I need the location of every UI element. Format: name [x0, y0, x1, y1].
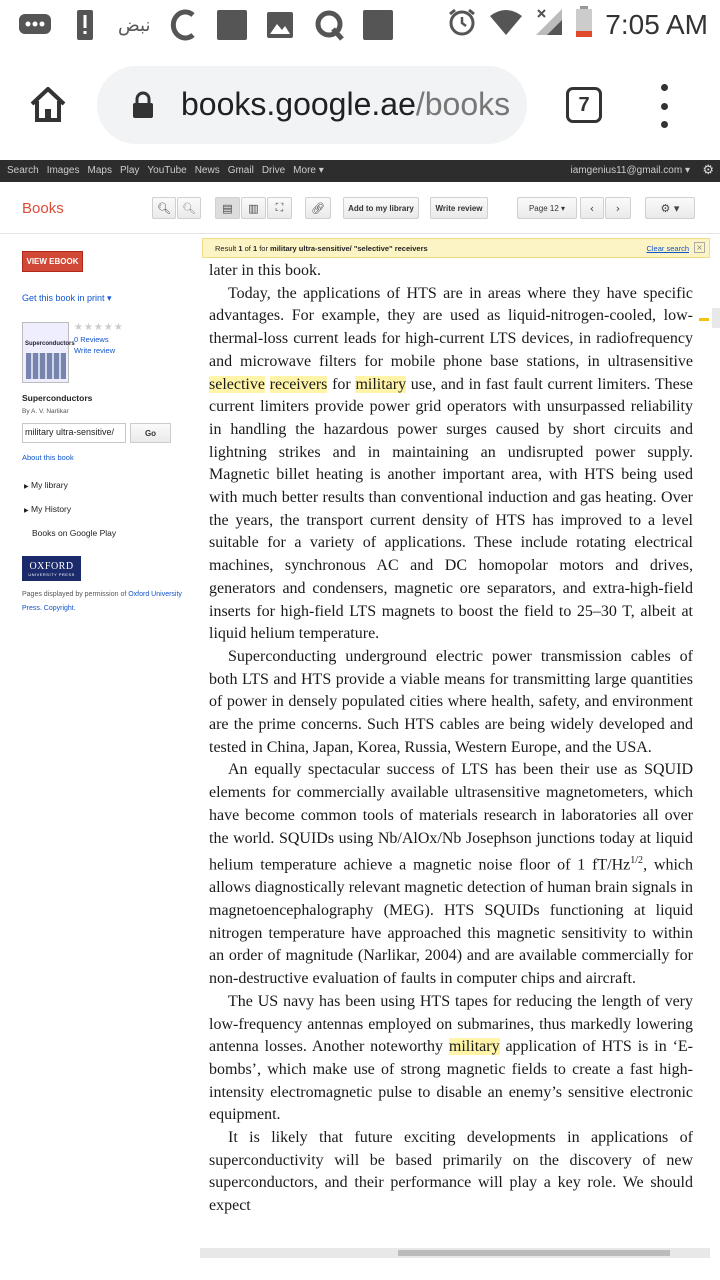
app-icon-square [217, 10, 247, 40]
about-book-link[interactable]: About this book [22, 453, 74, 462]
paragraph: The US navy has been using HTS tapes for reducing the length of very low-frequency antennas employed on submarines, thus markedly lowering antenna losses. Another noteworthy military application of HTS is in ‘E-bombs’, which make use of strong magnetic fields to create a fast high-intensity electromagnetic pulse to disable an enemy’s sensitive electronic equipment. [209, 992, 693, 1124]
google-nav-links [7, 165, 324, 176]
alarm-icon [447, 7, 477, 42]
nav-link-search[interactable]: Search [7, 165, 39, 176]
nav-link-gmail[interactable]: Gmail [227, 165, 254, 176]
permission-text: Pages displayed by permission of [22, 591, 129, 598]
url-text[interactable] [181, 86, 510, 123]
link-icon[interactable]: 🔗︎ [305, 197, 331, 219]
my-library-label: My library [31, 480, 68, 490]
cover-art [26, 353, 66, 379]
fullscreen-icon[interactable]: ⛶ [267, 197, 292, 219]
search-highlight: receivers [269, 375, 328, 393]
result-summary: Result 1 of 1 for military ultra-sensitive/ "selective" receivers [215, 244, 428, 253]
q-app-icon [313, 8, 347, 42]
single-page-view-icon[interactable]: ▤ [215, 197, 240, 219]
url-domain: books.google.ae [181, 86, 416, 122]
publisher-logo-line2: UNIVERSITY PRESS [28, 571, 75, 577]
triangle-right-icon: ▶ [24, 484, 29, 490]
paragraph: later in this book. [209, 262, 321, 279]
my-history-link[interactable] [24, 504, 71, 514]
search-in-book-input[interactable]: military ultra-sensitive/ [22, 423, 126, 443]
wifi-icon [489, 8, 523, 41]
view-ebook-button[interactable]: VIEW EBOOK [22, 251, 83, 272]
system-icons [447, 6, 708, 43]
status-bar [0, 0, 720, 50]
address-bar[interactable] [97, 66, 527, 144]
messages-icon [18, 8, 52, 42]
c-app-icon [167, 8, 201, 42]
nav-link-more[interactable]: More ▾ [293, 165, 324, 176]
gear-icon[interactable]: ⚙ [702, 163, 714, 178]
search-result-bar [202, 238, 710, 258]
scrollbar-thumb[interactable] [398, 1250, 670, 1256]
write-review-link[interactable]: Write review [74, 346, 116, 355]
rating-stars[interactable]: ★★★★★ [74, 322, 124, 333]
book-title: Superconductors [22, 393, 93, 403]
nav-link-youtube[interactable]: YouTube [147, 165, 187, 176]
publisher-link[interactable]: Oxford University Press. Copyright. [22, 591, 182, 612]
nav-link-play[interactable]: Play [119, 165, 140, 176]
get-in-print-link[interactable]: Get this book in print ▾ [22, 293, 112, 303]
reviews-link[interactable]: 0 Reviews [74, 335, 109, 344]
cover-title: Superconductors [25, 341, 75, 347]
nav-link-news[interactable]: News [194, 165, 220, 176]
next-page-icon[interactable]: › [605, 197, 631, 219]
nav-link-maps[interactable]: Maps [87, 165, 112, 176]
nav-link-images[interactable]: Images [46, 165, 80, 176]
paragraph: Superconducting underground electric power transmission cables of both LTS and HTS provide a viable means for transmitting large quantities of power in densely populated cities where health, safety, and environment are the prime concerns. Such HTS cables are being widely developed and tested in China, Japan, Korea, Russia, Western Europe, and the USA. [209, 647, 693, 756]
publisher-logo[interactable] [22, 556, 81, 581]
books-toolbar [0, 182, 720, 234]
write-review-button[interactable]: Write review [430, 197, 488, 219]
book-page [200, 234, 720, 1254]
books-on-play-link[interactable]: Books on Google Play [32, 528, 117, 538]
close-icon[interactable]: × [694, 242, 705, 253]
gallery-icon [263, 8, 297, 42]
paragraph: Today, the applications of HTS are in areas where they have specific advantages. For example, they are used as liquid-nitrogen-cooled, low-thermal-loss current leads for high-current LTS devices, in radiofrequency and microwave filters for mobile phone base stations, in ultrasensitive selective receivers for military use, and in fast fault current limiters. These current limiters provide power grid operators with unsurpassed reliability in handling the hazardous power surges caused by short circuits and lightning strikes and in maintaining an undisrupted power supply. Magnetic billet heating is another important area, with HTS being used with much better results than conventional induction and gas heating. Over the years, the transport current density of HTS has improved to a level suitable for a variety of applications. These include rotating electrical machines, synchronous AC and DC homopolar motors and drives, generators and condensers, magnetic ore separators, and extra-high-field inserts for high-field LTS magnets to boost the field to 25–30 T, albeit at liquid helium temperature. [209, 284, 694, 643]
battery-icon [575, 6, 593, 43]
zoom-in-icon[interactable]: 🔍︎ [152, 197, 176, 219]
permission-note [22, 588, 182, 616]
publisher-logo-line1: OXFORD [29, 560, 74, 572]
triangle-right-icon: ▶ [24, 508, 29, 514]
go-button[interactable]: Go [130, 423, 171, 443]
browser-toolbar [0, 50, 720, 160]
signal-icon [535, 8, 563, 41]
book-cover[interactable] [22, 322, 75, 383]
google-nav-bar [0, 160, 720, 182]
tab-switcher-button[interactable]: 7 [566, 87, 602, 123]
books-logo[interactable]: Books [22, 200, 64, 217]
prev-page-icon[interactable]: ‹ [580, 197, 604, 219]
horizontal-scrollbar[interactable] [200, 1248, 710, 1258]
arabic-app-label: نبض [118, 14, 151, 36]
paragraph: It is likely that future exciting developments in applications of superconductivity will be based primarily on the discovery of new superconductors, and their performance will play a key role. We should expect [209, 1129, 693, 1215]
add-to-library-button[interactable]: Add to my library [343, 197, 419, 219]
paragraph: An equally spectacular success of LTS has been their use as SQUID elements for commercially available ultrasensitive magnetometers, which have become common tools of materials research in laboratories all over the world. SQUIDs using Nb/AlOx/Nb Josephson junctions today at liquid helium temperature achieve a magnetic noise floor of 1 $fT/Hz^{1/2}$, which allows diagnostically relevant magnetic detection of human brain signals in magnetoencephalography (MEG). HTS SQUIDs functioning at liquid nitrogen temperature have approached this magnetic sensitivity to within an order of magnitude (Narlikar, 2004) and are available commercially for non-destructive evaluation of faults in computer chips and aircraft. [209, 761, 693, 988]
account-menu[interactable]: iamgenius11@gmail.com ▾ [570, 165, 690, 176]
book-text [209, 260, 693, 1218]
app-icon-square-2 [363, 10, 393, 40]
overflow-menu-icon[interactable] [652, 84, 676, 128]
search-hit-marker [699, 318, 709, 321]
clear-search-link[interactable]: Clear search [646, 244, 689, 253]
alert-icon [68, 8, 102, 42]
search-highlight: military [355, 375, 407, 393]
vertical-scrollbar[interactable] [712, 308, 720, 328]
settings-gear-icon[interactable]: ⚙ ▾ [645, 197, 695, 219]
my-library-link[interactable] [24, 480, 68, 490]
page-select[interactable]: Page 12 ▾ [517, 197, 577, 219]
notification-icons [18, 8, 393, 42]
my-history-label: My History [31, 504, 72, 514]
clock: 7:05 AM [605, 8, 708, 40]
sidebar [0, 234, 200, 1254]
result-query: military ultra-sensitive/ "selective" receivers [270, 244, 428, 253]
book-author: By A. V. Narlikar [22, 408, 69, 415]
nav-link-drive[interactable]: Drive [261, 165, 286, 176]
search-highlight: military [448, 1038, 500, 1056]
lock-icon[interactable] [131, 92, 155, 118]
search-highlight: selective [209, 375, 265, 393]
zoom-out-icon[interactable]: 🔍︎ [177, 197, 201, 219]
two-page-view-icon[interactable]: ▥ [241, 197, 266, 219]
url-path: /books [415, 86, 511, 122]
home-icon[interactable] [26, 82, 70, 126]
